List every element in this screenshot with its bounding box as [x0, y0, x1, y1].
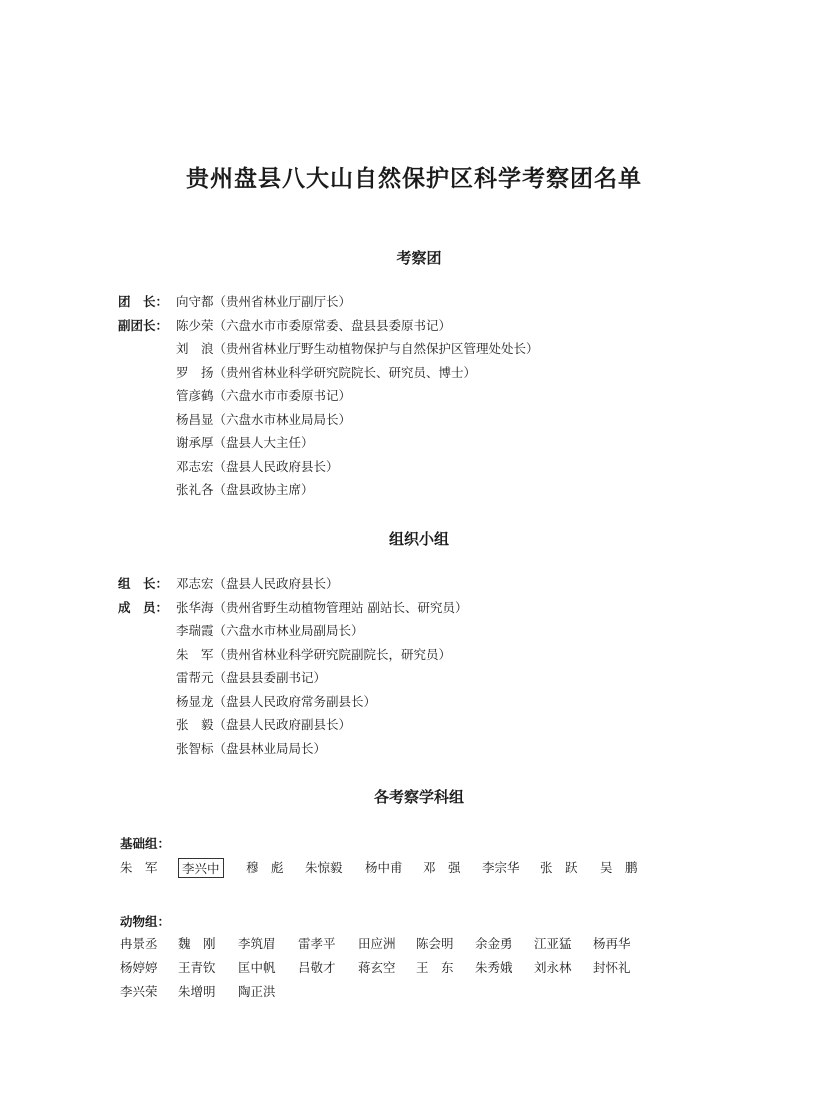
member-name: 李兴荣 [120, 984, 158, 999]
member-entry: 李瑞霞（六盘水市林业局副局长） [176, 623, 364, 638]
member-name: 朱 军 [120, 860, 158, 875]
member-name: 匡中帆 [238, 960, 276, 975]
member-entry: 邓志宏（盘县人民政府县长） [176, 458, 339, 474]
section-heading-organizing: 组织小组 [388, 530, 449, 548]
member-entry: 雷帮元（盘县县委副书记） [176, 670, 327, 685]
member-name: 魏 刚 [178, 936, 216, 951]
member-name: 邓 强 [423, 860, 461, 875]
member-entry: 朱 军（贵州省林业科学研究院副院长，研究员） [176, 646, 452, 662]
member-name: 陈会明 [416, 936, 454, 951]
member-name: 吕敬才 [298, 960, 336, 975]
section-heading-subjects: 各考察学科组 [373, 788, 464, 806]
member-name: 吴 鹏 [600, 860, 638, 875]
member-name-boxed: 李兴中 [178, 858, 224, 878]
member-name: 王 东 [416, 960, 454, 975]
section-heading-delegation: 考察团 [396, 249, 442, 267]
member-name: 杨再华 [593, 936, 631, 951]
member-name: 蒋玄空 [358, 960, 396, 975]
member-name: 朱增明 [178, 984, 216, 999]
animal-group-label: 动物组： [120, 914, 171, 929]
member-name: 冉景丞 [120, 936, 158, 951]
member-entry: 邓志宏（盘县人民政府县长） [176, 576, 339, 591]
member-entry: 谢承厚（盘县人大主任） [176, 435, 314, 450]
member-name: 穆 彪 [246, 860, 284, 875]
member-entry: 向守都（贵州省林业厅副厅长） [176, 294, 352, 309]
member-name: 杨中甫 [365, 860, 403, 875]
member-entry: 罗 扬（贵州省林业科学研究院院长、研究员、博士） [176, 364, 477, 380]
member-entry: 杨昌显（六盘水市林业局局长） [176, 411, 352, 427]
member-name: 雷孝平 [298, 936, 336, 951]
member-name: 张 跃 [540, 860, 578, 875]
member-entry: 刘 浪（贵州省林业厅野生动植物保护与自然保护区管理处处长） [176, 341, 539, 356]
member-name: 王青钦 [178, 960, 216, 975]
member-name: 朱惊毅 [305, 860, 343, 875]
member-name: 杨婷婷 [120, 960, 158, 975]
member-name: 李筑眉 [238, 936, 276, 951]
member-name: 田应洲 [358, 936, 396, 951]
role-label: 团 长： [118, 294, 169, 309]
member-name: 朱秀娥 [475, 960, 513, 975]
member-name: 李宗华 [482, 860, 520, 875]
member-name: 刘永林 [534, 960, 572, 975]
basic-group-label: 基础组： [120, 836, 171, 851]
member-name: 江亚猛 [534, 936, 572, 951]
member-entry: 杨显龙（盘县人民政府常务副县长） [176, 693, 377, 709]
member-name: 余金勇 [475, 936, 513, 951]
role-label: 副团长： [118, 317, 169, 333]
member-entry: 张 毅（盘县人民政府副县长） [176, 717, 352, 732]
member-entry: 张礼各（盘县政协主席） [176, 482, 314, 497]
member-entry: 管彦鹤（六盘水市市委原书记） [176, 388, 352, 403]
member-entry: 张智标（盘县林业局局长） [176, 740, 327, 756]
member-name: 封怀礼 [593, 960, 631, 975]
member-entry: 陈少荣（六盘水市市委原常委、盘县县委原书记） [176, 317, 452, 333]
member-entry: 张华海（贵州省野生动植物管理站 副站长、研究员） [176, 599, 468, 615]
role-label: 组 长： [118, 576, 169, 591]
member-name: 陶正洪 [238, 984, 276, 999]
role-label: 成 员： [118, 599, 169, 615]
page-title: 贵州盘县八大山自然保护区科学考察团名单 [186, 166, 642, 192]
